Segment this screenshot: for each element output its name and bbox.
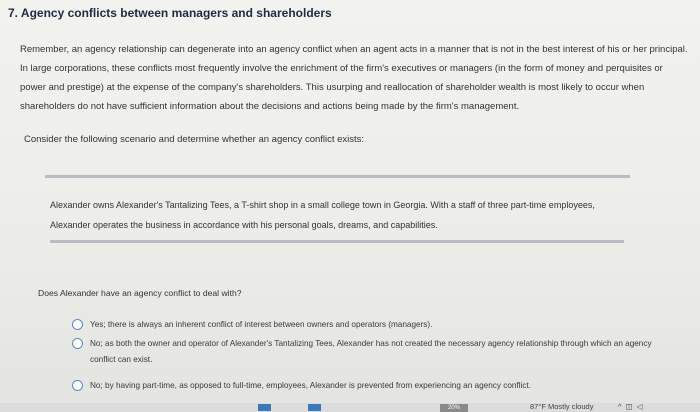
scenario-text: Alexander owns Alexander's Tantalizing Tees, a T-shirt shop in a small college town in Georgia. With a staff of three part-time employees, Alexander operates the business in accordance with his personal goals, dreams, and capabilities. bbox=[50, 200, 595, 230]
answer-option-label: No; by having part-time, as opposed to full-time, employees, Alexander is prevented from experiencing an agency conflict. bbox=[90, 381, 531, 390]
question-text: Does Alexander have an agency conflict to deal with? bbox=[38, 288, 242, 298]
intro-paragraph: Remember, an agency relationship can degenerate into an agency conflict when an agent acts in a manner that is not in the best interest of his or her principal. In large corporations, these conflicts most frequently involve the enrichment of the firm's executives or managers (in the form of money and perquisites or power and prestige) at the expense of the company's shareholders. This usurping and reallocation of shareholder wealth is most likely to occur when shareholders do not have sufficient information about the decisions and actions being made by the firm's management. bbox=[20, 44, 688, 112]
divider-top bbox=[45, 175, 630, 178]
taskbar-app-icon[interactable] bbox=[258, 404, 271, 411]
radio-button[interactable] bbox=[72, 319, 83, 330]
chevron-up-icon[interactable]: ^ bbox=[618, 402, 622, 411]
weather-status[interactable]: 87°F Mostly cloudy bbox=[530, 402, 594, 411]
answer-option-2[interactable] bbox=[72, 336, 672, 368]
answer-option-3[interactable] bbox=[72, 378, 672, 394]
radio-button[interactable] bbox=[72, 380, 83, 391]
taskbar bbox=[0, 403, 700, 412]
scenario-prompt: Consider the following scenario and determine whether an agency conflict exists: bbox=[24, 134, 365, 145]
answer-option-label: No; as both the owner and operator of Alexander's Tantalizing Tees, Alexander has not created the necessary agency relationship through which an agency conflict can exist. bbox=[90, 339, 652, 364]
taskbar-app-icon[interactable] bbox=[308, 404, 321, 411]
question-title: 7. Agency conflicts between managers and shareholders bbox=[8, 6, 332, 20]
answer-option-label: Yes; there is always an inherent conflict of interest between owners and operators (managers). bbox=[90, 320, 433, 329]
network-icon[interactable]: ◫ bbox=[625, 402, 633, 411]
answer-option-1[interactable] bbox=[72, 317, 672, 333]
taskbar-badge: 20% bbox=[440, 404, 468, 412]
divider-bottom bbox=[50, 240, 624, 243]
system-tray bbox=[618, 402, 642, 411]
speaker-icon[interactable]: ◁ bbox=[636, 402, 643, 411]
radio-button[interactable] bbox=[72, 338, 83, 349]
